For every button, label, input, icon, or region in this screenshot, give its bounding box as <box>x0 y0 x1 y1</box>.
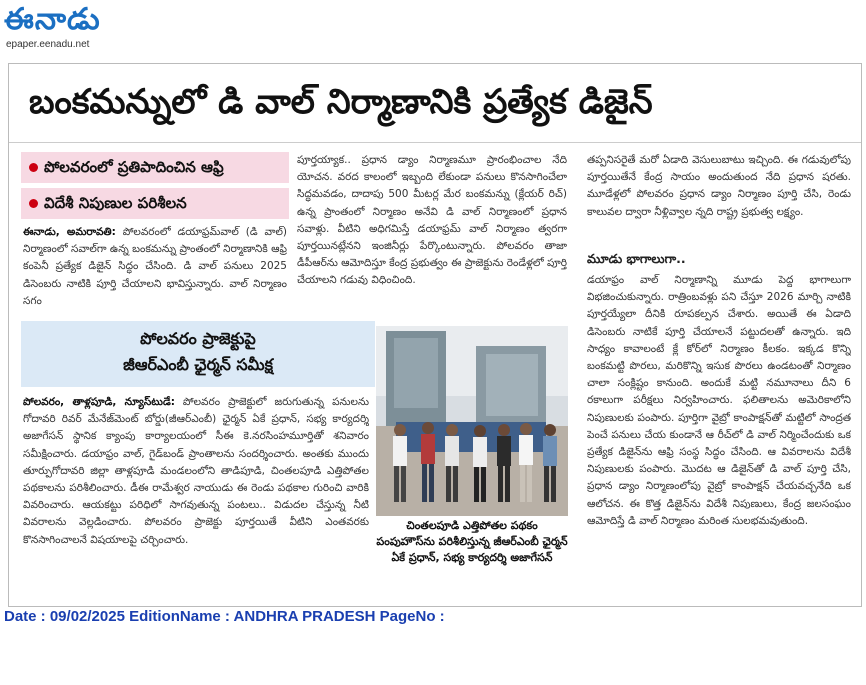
news-photo <box>376 326 568 516</box>
divider <box>9 142 861 143</box>
article-col2-text: పూర్తయ్యాక.. ప్రధాన డ్యాం నిర్మాణమూ ప్రారంభించాల నేది యోచన. వరద కాలంలో ఇబ్బంది లేకుండా పనులు కొనసాగించేలా సిద్ధమవడం, దాదాపు 500 మీటర్ల మేర బంకమన్ను (క్లేయర్ రిచ్) ఉన్న ప్రాంతంలో నిర్మాణం అనేవి డి వాల్ నిర్మాణంలో ప్రధాన సవాళ్లు. వీటిని అధిగమిస్తే డయాఫ్రమ్ వాల్ నిర్మాణం త్వరగా పూర్తయినట్లేనని ఇంజినీర్లు పేర్కొంటున్నారు. పోలవరం తాజా డీపీఆర్‌ను ఆమోదిస్తూ కేంద్ర ప్రభుత్వం ఈ ప్రాజెక్టును రెండేళ్లలో పూర్తి చేయాలని గడువు విధించింది. <box>297 154 567 287</box>
bullet-icon <box>29 199 38 208</box>
kicker-2 <box>21 188 289 219</box>
sidebar-text: పోలవరం ప్రాజెక్టులో జరుగుతున్న పనులను గోదావరి రివర్ మేనేజ్‌మెంట్ బోర్డు(జీఆర్‌ఎంబీ) ఛైర్మన్ ఏకే ప్రధాన్, సభ్య కార్యదర్శి అజాగేసన్ స్థానిక క్యాంపు కార్యాలయంలో సీఈ కె.నరసింహమూర్తితో శనివారం సమీక్షించారు. డయాఫ్రం వాల్, గైడ్‌బండ్ ప్రాంతాలను సందర్శించారు. అంతకు ముందు తూర్పుగోదావరి జిల్లా తాళ్లపూడి మండలంలోని తాడిపూడి, చింతలపూడి ఎత్తిపోతల పథకాలను పరిశీలించారు. డీఈ రామేశ్వర నాయుడు ఈ రెండు పథకాల గురించి వారికి వివరించారు. ఆయకట్టు పరిధిలో సాగవుతున్న పంటలు.. విడుదల చేస్తున్న నీటి వివరాలను వెల్లడించారు. పోలవరం ప్రాజెక్టు పూర్తయితే వీటిని ఎంతవరకు కొనసాగించాలనే విషయాలపై చర్చించారు. <box>23 396 369 546</box>
bullet-icon <box>29 163 38 172</box>
masthead-logo <box>4 3 144 55</box>
article-dateline: ఈనాడు, అమరావతి: <box>23 226 116 238</box>
article-column-1 <box>23 224 287 316</box>
sidebar-title-1: పోలవరం ప్రాజెక్టుపై <box>140 329 256 348</box>
article-headline: బంకమన్నులో డి వాల్ నిర్మాణానికి ప్రత్యేక డిజైన్ <box>29 82 653 122</box>
kicker-1-text: పోలవరంలో ప్రతిపాదించిన ఆఫ్రి <box>44 158 224 176</box>
photo-caption: చింతలపూడి ఎత్తిపోతల పథకం పంపుహౌస్‌ను పరిశీలిస్తున్న జీఆర్‌ఎంబీ ఛైర్మన్ ఏకే ప్రధాన్, సభ్య కార్యదర్శి అజాగేసన్ <box>376 519 568 564</box>
sidebar-body <box>23 394 369 598</box>
article-col3a-text: తప్పనిసరైతే మరో ఏడాది వెసులుబాటు ఇచ్చింది. ఈ గడువులోపు పూర్తయితేనే కేంద్ర సాయం అందుతుంద నేది ప్రధాన షరతు. మూడేళ్లలో పోలవరం ప్రధాన డ్యాం నిర్మాణం పూర్తి చేసి, రెండు కాలువల ద్వారా నీళ్లివ్వాల న్నది రాష్ట్ర ప్రభుత్వ లక్ష్యం. <box>587 154 851 218</box>
article-column-3-top <box>587 152 851 244</box>
kicker-1 <box>21 152 289 183</box>
site-url: epaper.eenadu.net <box>6 39 90 50</box>
article-column-2 <box>297 152 567 320</box>
news-photo-image <box>376 326 568 516</box>
edition-dateline: Date : 09/02/2025 EditionName : ANDHRA PRADESH PageNo : <box>4 608 445 625</box>
article-col3b-text: డయాఫ్రం వాల్ నిర్మాణాన్ని మూడు పెద్ద భాగాలుగా విభజించుకున్నారు. రాత్రింబవళ్లు పని చేస్తూ 2026 మార్చి నాటికి పూర్తయ్యేలా దీనికి రూపకల్పన చేశారు. అయితే ఈ ఏడాది డిసెంబరు నాటికే పూర్తి చేయాలనే పట్టుదలతో ఉన్నారు. ఇది సాధ్యం కావాలంటే క్లే కోర్‌లో నిర్మాణం కీలకం. ఇక్కడ కొన్ని బంకమట్టి పొరలు, మరికొన్ని ఇసుక పొరలు ఉండటంతో నిర్మాణం చాలా సంక్లిష్టం కానుంది. అందుకే మట్టి నమూనాలు దీని 6 రకాలుగా పరీక్షలు నిర్వహించారు. ఫలితాలను అమెరికాలోని నిపుణులకు పంపారు. పూర్తిగా వైబ్రో కాంపాక్షన్‌తో మట్టిలో సాంద్రత పెంచే పనులు చేయ కుండానే ఆ రీచ్‌లో డి వాల్ నిర్మించేందుకు ఒక ప్రత్యేక డిజైన్‌ను ఆఫ్రి సంస్థ సిద్ధం చేసింది. ఆ వివరాలను విదేశీ నిపుణులకు పంపారు. మొదట ఆ డిజైన్‌తో డి వాల్ పూర్తి చేసి, ప్రధాన డ్యాం నిర్మాణంలోపు వైబ్రో కాంపాక్షన్ చేయవచ్చనేది ఒక ఆలోచన. ఈ కొత్త డిజైన్‌ను విదేశీ నిపుణులు, కేంద్ర జలసంఘం ఆమోదిస్తే డి వాల్ నిర్మాణం మరింత సులభమవుతుంది. <box>587 274 851 527</box>
section-subhead: మూడు భాగాలుగా.. <box>587 251 686 266</box>
article-col1-text: పోలవరంలో డయాఫ్రమ్‌వాల్ (డి వాల్) నిర్మాణంలో సవాల్‌గా ఉన్న బంకమన్ను ప్రాంతంలో నిర్మాణానికి ఆఫ్రి కంపెనీ ప్రత్యేక డిజైన్ సిద్ధం చేసింది. డి వాల్ పనులు 2025 డిసెంబరు నాటికి పూర్తి చేయాలని భావిస్తున్నారు. వాల్ నిర్మాణం సగం <box>23 226 287 307</box>
kicker-2-text: విదేశీ నిపుణుల పరిశీలన <box>44 194 187 212</box>
newspaper-clipping <box>8 63 862 607</box>
logo-wordmark: ఈనాడు <box>4 2 101 37</box>
sidebar-headline-box <box>21 321 375 387</box>
sidebar-dateline: పోలవరం, తాళ్లపూడి, న్యూస్‌టుడే: <box>23 396 175 408</box>
article-column-3-bottom <box>587 272 851 598</box>
sidebar-title-2: జీఆర్‌ఎంబీ ఛైర్మన్ సమీక్ష <box>123 355 273 374</box>
